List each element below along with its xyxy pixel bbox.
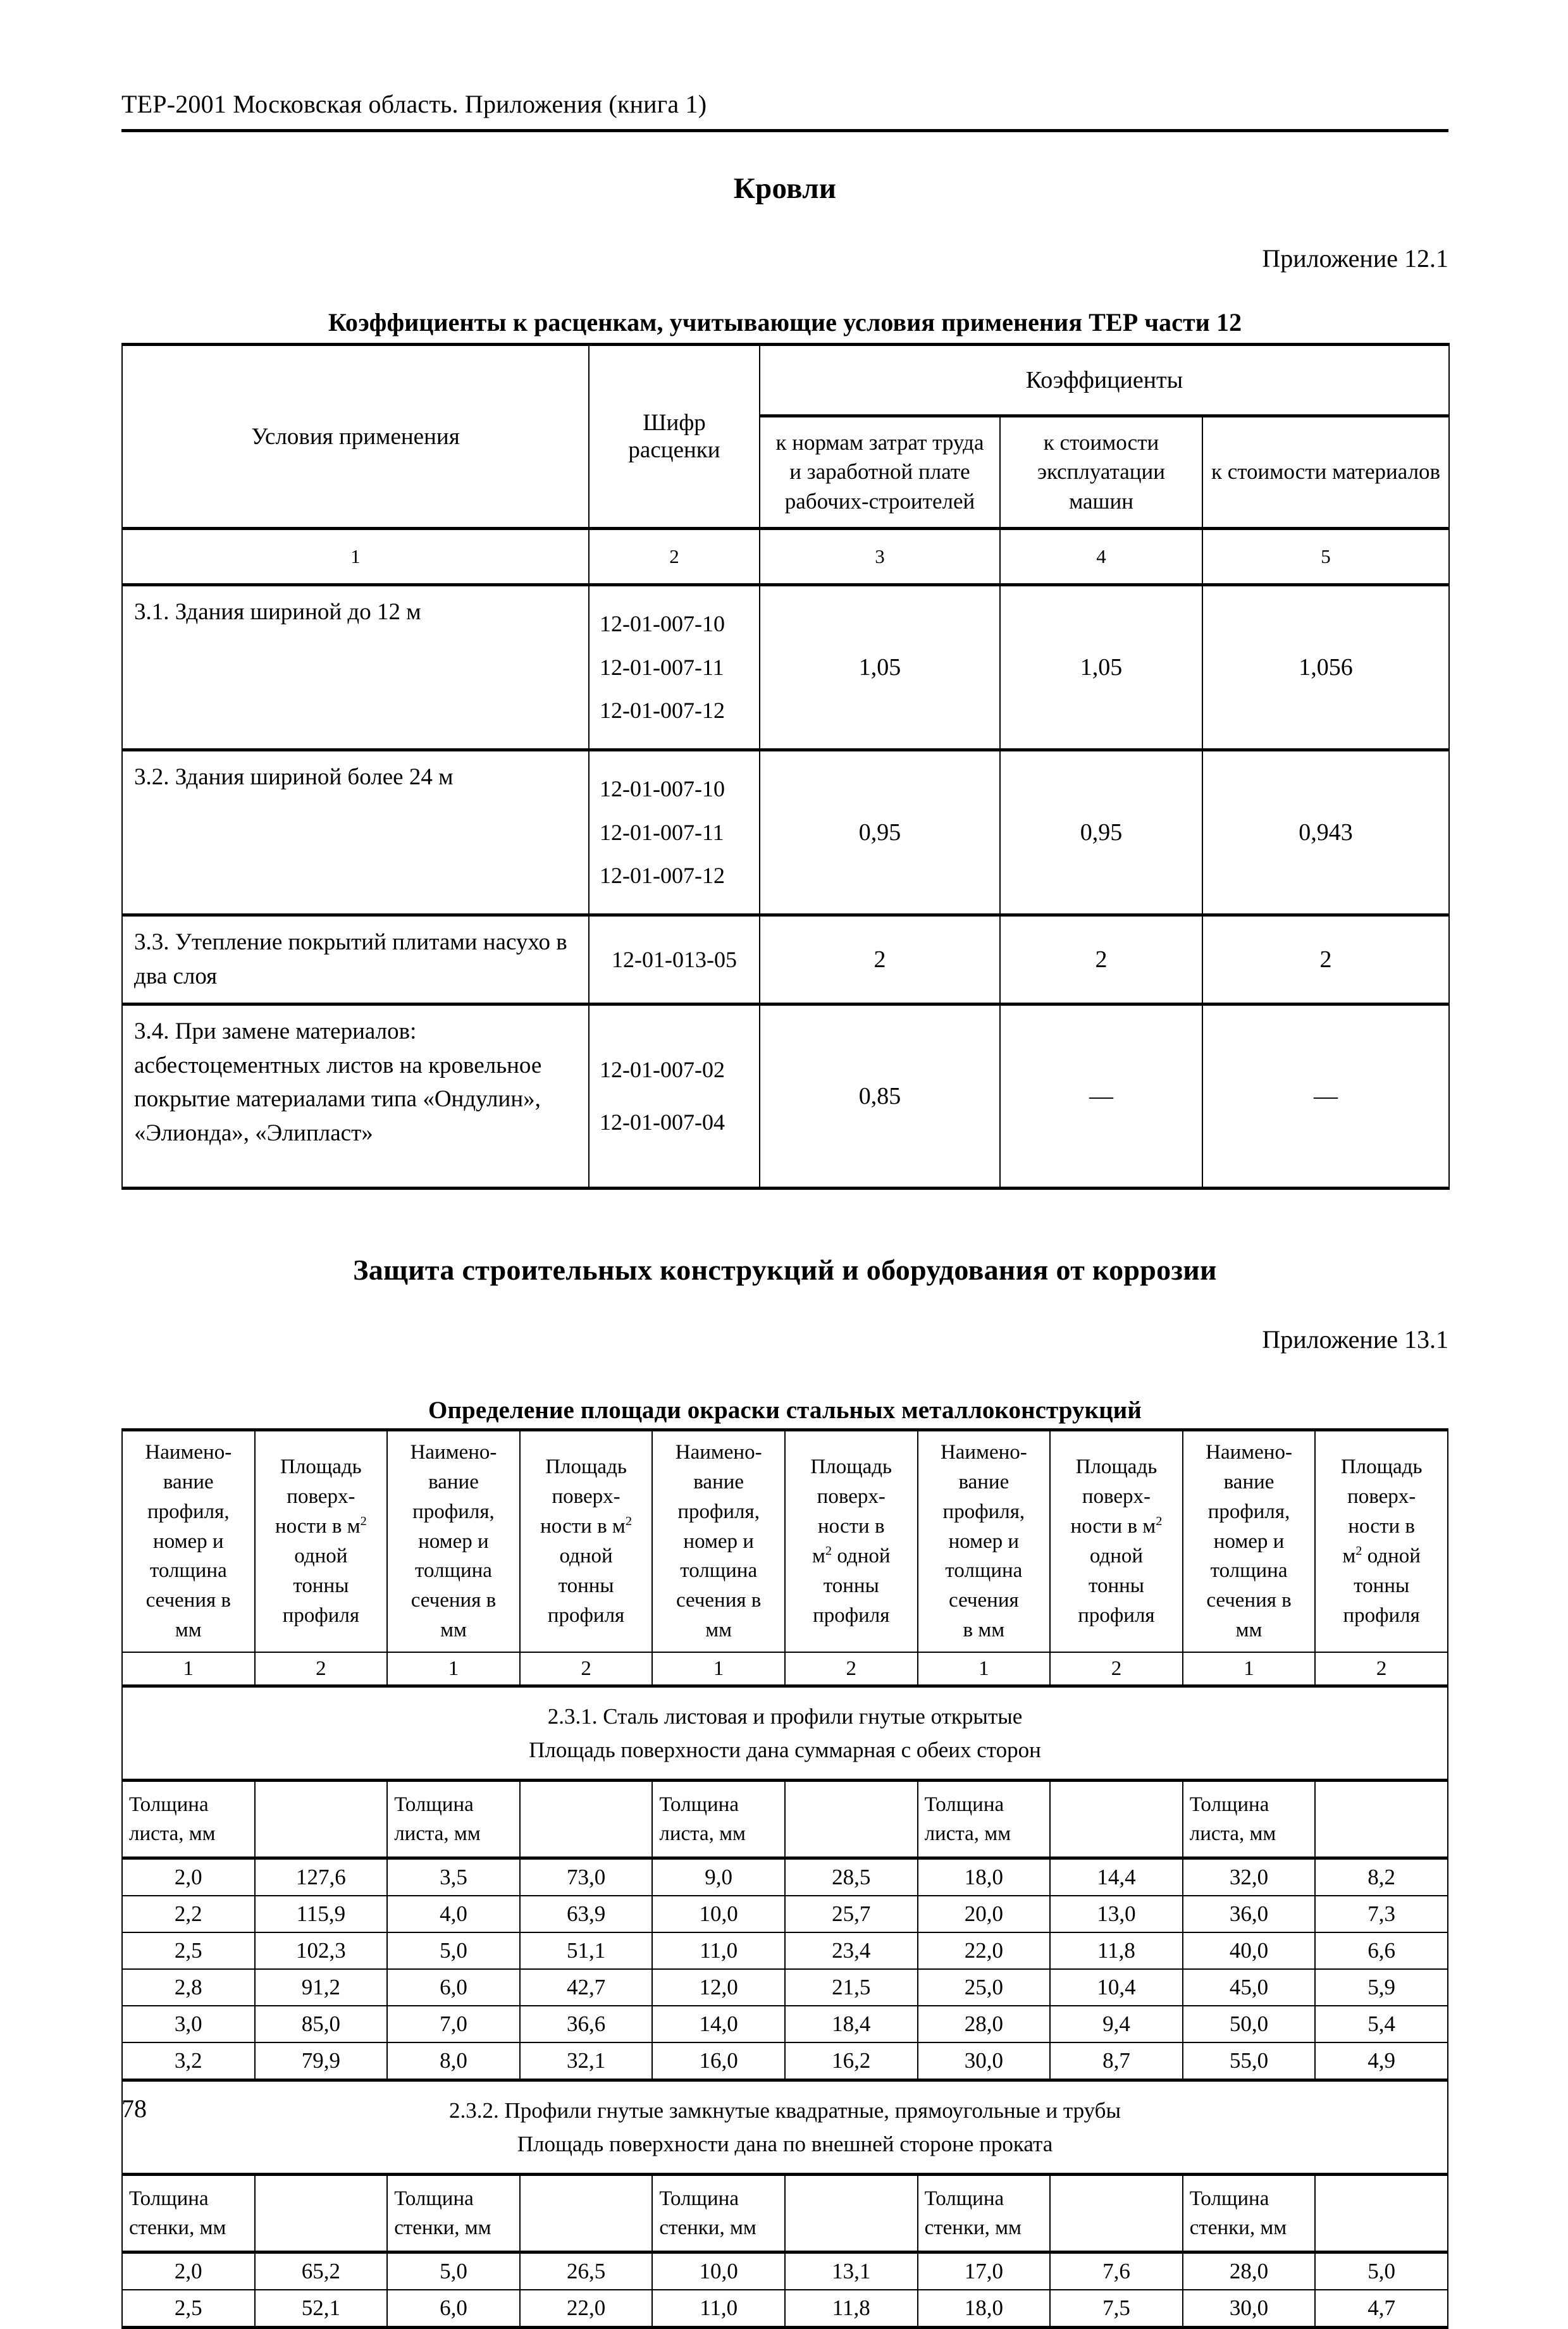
cell: 16,2 <box>785 2042 918 2080</box>
cell: 14,4 <box>1050 1858 1183 1896</box>
header-line: Наимено- <box>1206 1440 1292 1464</box>
cell: 5,0 <box>387 2252 520 2290</box>
section-spacer <box>121 1190 1448 1253</box>
header-line: одной <box>1367 1545 1421 1567</box>
header-line: мм <box>440 1619 467 1642</box>
cell: 9,4 <box>1050 2006 1183 2042</box>
header-line: сечения <box>949 1589 1019 1612</box>
code-line: 12-01-007-11 <box>600 654 724 680</box>
empty-cell <box>785 2175 918 2252</box>
header-labor: к нормам затрат труда и заработной плате рабочих-строителей <box>760 416 1000 529</box>
cell: 22,0 <box>918 1932 1051 1969</box>
header-line: сечения в <box>1206 1589 1292 1612</box>
table-header-row-top <box>122 345 1449 416</box>
page-number: 78 <box>121 2094 147 2123</box>
group-title <box>122 1686 1448 1781</box>
cell: 6,0 <box>387 1969 520 2006</box>
header-line: мм <box>705 1619 732 1642</box>
thickness-label-line2: листа, мм <box>1189 1822 1276 1845</box>
thickness-label-row-231 <box>122 1781 1448 1858</box>
header-conditions: Условия применения <box>122 345 589 529</box>
cell: 7,3 <box>1315 1896 1448 1932</box>
table-row <box>122 915 1449 1004</box>
wall-thickness-label-line1: Толщина <box>394 2187 474 2210</box>
cell: 5,4 <box>1315 2006 1448 2042</box>
cell: 102,3 <box>255 1932 388 1969</box>
group-title-line1: 2.3.2. Профили гнутые замкнутые квадратные, прямоугольные и трубы <box>449 2097 1121 2123</box>
header-line: ности в <box>1348 1515 1415 1538</box>
header-line: одной <box>837 1545 891 1567</box>
row-conditions: 3.1. Здания шириной до 12 м <box>122 585 589 750</box>
cell: 11,8 <box>785 2290 918 2328</box>
header-line: Площадь <box>280 1455 362 1479</box>
table-row <box>122 1969 1448 2006</box>
colnum-5: 1 <box>652 1652 785 1686</box>
row-machines-value: 2 <box>1000 915 1202 1004</box>
wall-thickness-label <box>1183 2175 1316 2252</box>
column-number-row <box>122 1652 1448 1686</box>
cell: 65,2 <box>255 2252 388 2290</box>
row-codes <box>589 585 760 750</box>
header-line: мм <box>175 1619 202 1642</box>
header-line: тонны <box>558 1574 614 1597</box>
header-line: Площадь <box>1340 1455 1423 1479</box>
header-line: Площадь <box>1075 1455 1157 1479</box>
header-line: профиля <box>282 1603 360 1627</box>
header-line: тонны <box>1354 1574 1410 1597</box>
header-line: профиля, <box>1207 1500 1290 1523</box>
wall-thickness-label-line1: Толщина <box>129 2187 209 2210</box>
header-line: сечения в <box>676 1589 762 1612</box>
cell: 127,6 <box>255 1858 388 1896</box>
header-line: номер и <box>683 1529 754 1553</box>
row-materials-value: 1,056 <box>1202 585 1449 750</box>
cell: 21,5 <box>785 1969 918 2006</box>
cell: 2,5 <box>122 1932 255 1969</box>
header-line: поверх- <box>1347 1485 1416 1509</box>
header-line: одной <box>294 1545 348 1567</box>
row-labor-value: 2 <box>760 915 1000 1004</box>
thickness-label <box>1183 1781 1316 1858</box>
header-line: м <box>812 1545 825 1567</box>
wall-thickness-label-line2: стенки, мм <box>394 2216 491 2239</box>
header-surface-area-3 <box>785 1430 918 1653</box>
colnum-2: 2 <box>255 1652 388 1686</box>
header-line: поверх- <box>1082 1485 1151 1509</box>
row-conditions: 3.3. Утепление покрытий плитами насухо в два слоя <box>122 915 589 1004</box>
cell: 32,0 <box>1183 1858 1316 1896</box>
page-content <box>121 0 1448 2329</box>
cell: 25,7 <box>785 1896 918 1932</box>
header-line: профиля, <box>942 1500 1025 1523</box>
cell: 12,0 <box>652 1969 785 2006</box>
table-caption-coefficients: Коэффициенты к расценкам, учитывающие условия применения ТЕР части 12 <box>328 308 1242 337</box>
cell: 2,2 <box>122 1896 255 1932</box>
header-line: Наимено- <box>940 1440 1027 1464</box>
empty-cell <box>520 2175 653 2252</box>
empty-cell <box>255 1781 388 1858</box>
header-line: ности в <box>817 1515 885 1538</box>
row-materials-value: — <box>1202 1004 1449 1189</box>
header-surface-area-5 <box>1315 1430 1448 1653</box>
row-codes <box>589 750 760 915</box>
cell: 6,0 <box>387 2290 520 2328</box>
table-row <box>122 2042 1448 2080</box>
cell: 28,0 <box>1183 2252 1316 2290</box>
cell: 18,0 <box>918 1858 1051 1896</box>
header-code: Шифр расценки <box>589 345 760 529</box>
cell: 28,0 <box>918 2006 1051 2042</box>
cell: 3,2 <box>122 2042 255 2080</box>
cell: 11,8 <box>1050 1932 1183 1969</box>
cell: 5,9 <box>1315 1969 1448 2006</box>
wall-thickness-label-line1: Толщина <box>924 2187 1004 2210</box>
thickness-label <box>652 1781 785 1858</box>
header-surface-area-2 <box>520 1430 653 1653</box>
header-line: поверх- <box>552 1485 620 1509</box>
colnum-4: 2 <box>520 1652 653 1686</box>
group-title-line1: 2.3.1. Сталь листовая и профили гнутые открытые <box>547 1703 1023 1729</box>
thickness-label-line1: Толщина <box>924 1793 1004 1816</box>
header-line: толщина <box>945 1559 1023 1583</box>
table-header-row <box>122 1430 1448 1653</box>
header-line: профиля <box>1343 1603 1420 1627</box>
header-line: тонны <box>1088 1574 1144 1597</box>
header-line: Наимено- <box>145 1440 232 1464</box>
cell: 45,0 <box>1183 1969 1316 2006</box>
empty-cell <box>785 1781 918 1858</box>
cell: 25,0 <box>918 1969 1051 2006</box>
column-number-row <box>122 529 1449 585</box>
code-line: 12-01-007-10 <box>600 611 725 637</box>
cell: 40,0 <box>1183 1932 1316 1969</box>
header-line: профиля <box>547 1603 625 1627</box>
header-line: вание <box>1223 1470 1275 1493</box>
group-title-row-231 <box>122 1686 1448 1781</box>
cell: 11,0 <box>652 2290 785 2328</box>
header-line: сечения в <box>145 1589 231 1612</box>
cell: 20,0 <box>918 1896 1051 1932</box>
row-labor-value: 0,95 <box>760 750 1000 915</box>
cell: 115,9 <box>255 1896 388 1932</box>
cell: 7,0 <box>387 2006 520 2042</box>
cell: 2,0 <box>122 1858 255 1896</box>
group-title <box>122 2080 1448 2175</box>
cell: 26,5 <box>520 2252 653 2290</box>
empty-cell <box>520 1781 653 1858</box>
header-line: Наимено- <box>410 1440 497 1464</box>
row-codes: 12-01-013-05 <box>589 915 760 1004</box>
cell: 7,5 <box>1050 2290 1183 2328</box>
row-labor-value: 1,05 <box>760 585 1000 750</box>
wall-thickness-label-line1: Толщина <box>1189 2187 1269 2210</box>
wall-thickness-label-line2: стенки, мм <box>129 2216 226 2239</box>
row-conditions: 3.2. Здания шириной более 24 м <box>122 750 589 915</box>
thickness-label-line1: Толщина <box>394 1793 474 1816</box>
superscript: 2 <box>1156 1514 1163 1529</box>
header-line: одной <box>1089 1545 1144 1567</box>
cell: 3,5 <box>387 1858 520 1896</box>
cell: 10,0 <box>652 2252 785 2290</box>
table-row <box>122 2290 1448 2328</box>
cell: 32,1 <box>520 2042 653 2080</box>
wall-thickness-label-line2: стенки, мм <box>1189 2216 1287 2239</box>
header-line: профиля, <box>677 1500 760 1523</box>
row-conditions: 3.4. При замене материалов: асбестоцементных листов на кровельное покрытие материалами типа «Ондулин», «Элионда», «Элипласт» <box>122 1004 589 1189</box>
code-line: 12-01-007-04 <box>600 1109 725 1135</box>
header-surface-area-1 <box>255 1430 388 1653</box>
cell: 30,0 <box>918 2042 1051 2080</box>
header-line: толщина <box>149 1559 227 1583</box>
row-machines-value: 0,95 <box>1000 750 1202 915</box>
cell: 23,4 <box>785 1932 918 1969</box>
cell: 5,0 <box>1315 2252 1448 2290</box>
header-line: ности в м <box>275 1515 361 1538</box>
code-line: 12-01-007-11 <box>600 819 724 845</box>
table-row <box>122 2252 1448 2290</box>
row-materials-value: 2 <box>1202 915 1449 1004</box>
cell: 36,6 <box>520 2006 653 2042</box>
header-line: одной <box>559 1545 613 1567</box>
colnum-1: 1 <box>122 529 589 585</box>
cell: 6,6 <box>1315 1932 1448 1969</box>
cell: 14,0 <box>652 2006 785 2042</box>
superscript: 2 <box>625 1514 633 1529</box>
cell: 36,0 <box>1183 1896 1316 1932</box>
table-row <box>122 1858 1448 1896</box>
row-codes <box>589 1004 760 1189</box>
colnum-6: 2 <box>785 1652 918 1686</box>
header-surface-area-4 <box>1050 1430 1183 1653</box>
header-line: профиля, <box>412 1500 495 1523</box>
colnum-8: 2 <box>1050 1652 1183 1686</box>
empty-cell <box>1315 1781 1448 1858</box>
empty-cell <box>255 2175 388 2252</box>
cell: 9,0 <box>652 1858 785 1896</box>
running-head-rule <box>121 129 1448 132</box>
thickness-label-line1: Толщина <box>1189 1793 1269 1816</box>
superscript: 2 <box>1355 1544 1362 1558</box>
colnum-10: 2 <box>1315 1652 1448 1686</box>
header-line: Наимено- <box>675 1440 762 1464</box>
cell: 10,4 <box>1050 1969 1183 2006</box>
cell: 63,9 <box>520 1896 653 1932</box>
cell: 50,0 <box>1183 2006 1316 2042</box>
thickness-label-line2: листа, мм <box>394 1822 481 1845</box>
cell: 8,2 <box>1315 1858 1448 1896</box>
header-profile-name-5 <box>1183 1430 1316 1653</box>
thickness-label-line2: листа, мм <box>659 1822 746 1845</box>
cell: 8,7 <box>1050 2042 1183 2080</box>
section-title-krovli: Кровли <box>733 172 837 205</box>
cell: 11,0 <box>652 1932 785 1969</box>
header-line: толщина <box>415 1559 492 1583</box>
cell: 91,2 <box>255 1969 388 2006</box>
header-line: толщина <box>1210 1559 1288 1583</box>
cell: 42,7 <box>520 1969 653 2006</box>
thickness-label-line1: Толщина <box>659 1793 739 1816</box>
header-line: профиля, <box>147 1500 230 1523</box>
cell: 85,0 <box>255 2006 388 2042</box>
paint-area-table <box>121 1428 1448 2329</box>
table-row <box>122 1932 1448 1969</box>
header-profile-name-4 <box>918 1430 1051 1653</box>
coefficients-table <box>121 343 1450 1190</box>
header-profile-name-3 <box>652 1430 785 1653</box>
colnum-2: 2 <box>589 529 760 585</box>
colnum-5: 5 <box>1202 529 1449 585</box>
cell: 2,0 <box>122 2252 255 2290</box>
header-line: номер и <box>948 1529 1020 1553</box>
header-materials: к стоимости материалов <box>1202 416 1449 529</box>
cell: 2,5 <box>122 2290 255 2328</box>
header-line: номер и <box>153 1529 224 1553</box>
cell: 18,0 <box>918 2290 1051 2328</box>
header-line: Площадь <box>545 1455 627 1479</box>
header-line: толщина <box>680 1559 758 1583</box>
header-line: ности в м <box>540 1515 626 1538</box>
running-head: ТЕР-2001 Московская область. Приложения (книга 1) <box>121 90 707 118</box>
appendix-number-13-1: Приложение 13.1 <box>1262 1325 1448 1354</box>
header-machines: к стоимости эксплуатации машин <box>1000 416 1202 529</box>
cell: 17,0 <box>918 2252 1051 2290</box>
header-line: профиля <box>813 1603 890 1627</box>
superscript: 2 <box>360 1514 367 1529</box>
cell: 13,0 <box>1050 1896 1183 1932</box>
header-line: вание <box>428 1470 479 1493</box>
group-title-line2: Площадь поверхности дана по внешней стороне проката <box>517 2132 1053 2156</box>
table-row <box>122 1896 1448 1932</box>
header-line: м <box>1342 1545 1356 1567</box>
thickness-label-line2: листа, мм <box>924 1822 1011 1845</box>
thickness-label <box>122 1781 255 1858</box>
colnum-9: 1 <box>1183 1652 1316 1686</box>
section-title-corrosion: Защита строительных конструкций и оборудования от коррозии <box>353 1254 1217 1286</box>
thickness-label-row-232 <box>122 2175 1448 2252</box>
cell: 4,0 <box>387 1896 520 1932</box>
header-line: мм <box>1235 1619 1262 1642</box>
cell: 4,7 <box>1315 2290 1448 2328</box>
row-labor-value: 0,85 <box>760 1004 1000 1189</box>
table-row <box>122 585 1449 750</box>
cell: 7,6 <box>1050 2252 1183 2290</box>
cell: 18,4 <box>785 2006 918 2042</box>
header-line: в мм <box>963 1619 1005 1642</box>
colnum-3: 3 <box>760 529 1000 585</box>
header-line: вание <box>163 1470 214 1493</box>
header-line: тонны <box>293 1574 349 1597</box>
colnum-1: 1 <box>122 1652 255 1686</box>
table-row <box>122 1004 1449 1189</box>
colnum-4: 4 <box>1000 529 1202 585</box>
code-line: 12-01-007-02 <box>600 1057 725 1083</box>
wall-thickness-label <box>652 2175 785 2252</box>
cell: 8,0 <box>387 2042 520 2080</box>
appendix-number-12-1: Приложение 12.1 <box>1262 244 1448 273</box>
cell: 22,0 <box>520 2290 653 2328</box>
code-line: 12-01-007-12 <box>600 698 725 724</box>
header-profile-name-2 <box>387 1430 520 1653</box>
table-row <box>122 750 1449 915</box>
header-line: поверх- <box>817 1485 886 1509</box>
empty-cell <box>1050 1781 1183 1858</box>
header-line: тонны <box>823 1574 879 1597</box>
cell: 10,0 <box>652 1896 785 1932</box>
empty-cell <box>1050 2175 1183 2252</box>
colnum-7: 1 <box>918 1652 1051 1686</box>
cell: 28,5 <box>785 1858 918 1896</box>
header-profile-name-1 <box>122 1430 255 1653</box>
cell: 79,9 <box>255 2042 388 2080</box>
code-line: 12-01-007-12 <box>600 863 725 889</box>
header-line: поверх- <box>287 1485 355 1509</box>
wall-thickness-label-line2: стенки, мм <box>659 2216 756 2239</box>
code-line: 12-01-007-10 <box>600 776 725 802</box>
table-row <box>122 2006 1448 2042</box>
header-line: Площадь <box>810 1455 892 1479</box>
row-machines-value: — <box>1000 1004 1202 1189</box>
cell: 4,9 <box>1315 2042 1448 2080</box>
thickness-label-line1: Толщина <box>129 1793 209 1816</box>
cell: 2,8 <box>122 1969 255 2006</box>
wall-thickness-label-line2: стенки, мм <box>924 2216 1022 2239</box>
header-line: вание <box>693 1470 744 1493</box>
cell: 13,1 <box>785 2252 918 2290</box>
cell: 16,0 <box>652 2042 785 2080</box>
cell: 52,1 <box>255 2290 388 2328</box>
cell: 51,1 <box>520 1932 653 1969</box>
wall-thickness-label <box>387 2175 520 2252</box>
cell: 5,0 <box>387 1932 520 1969</box>
wall-thickness-label <box>918 2175 1051 2252</box>
thickness-label <box>387 1781 520 1858</box>
group-title-row-232 <box>122 2080 1448 2175</box>
colnum-3: 1 <box>387 1652 520 1686</box>
superscript: 2 <box>825 1544 832 1558</box>
header-line: вание <box>958 1470 1009 1493</box>
wall-thickness-label <box>122 2175 255 2252</box>
cell: 73,0 <box>520 1858 653 1896</box>
row-materials-value: 0,943 <box>1202 750 1449 915</box>
empty-cell <box>1315 2175 1448 2252</box>
thickness-label-line2: листа, мм <box>129 1822 216 1845</box>
cell: 3,0 <box>122 2006 255 2042</box>
header-line: ности в м <box>1070 1515 1156 1538</box>
header-line: номер и <box>418 1529 489 1553</box>
header-line: сечения в <box>411 1589 497 1612</box>
cell: 55,0 <box>1183 2042 1316 2080</box>
table-caption-paint-area: Определение площади окраски стальных металлоконструкций <box>428 1397 1142 1424</box>
thickness-label <box>918 1781 1051 1858</box>
group-title-line2: Площадь поверхности дана суммарная с обеих сторон <box>529 1738 1041 1762</box>
wall-thickness-label-line1: Толщина <box>659 2187 739 2210</box>
header-line: профиля <box>1078 1603 1155 1627</box>
header-line: номер и <box>1213 1529 1285 1553</box>
header-coefficients-group: Коэффициенты <box>760 345 1449 416</box>
row-machines-value: 1,05 <box>1000 585 1202 750</box>
cell: 30,0 <box>1183 2290 1316 2328</box>
